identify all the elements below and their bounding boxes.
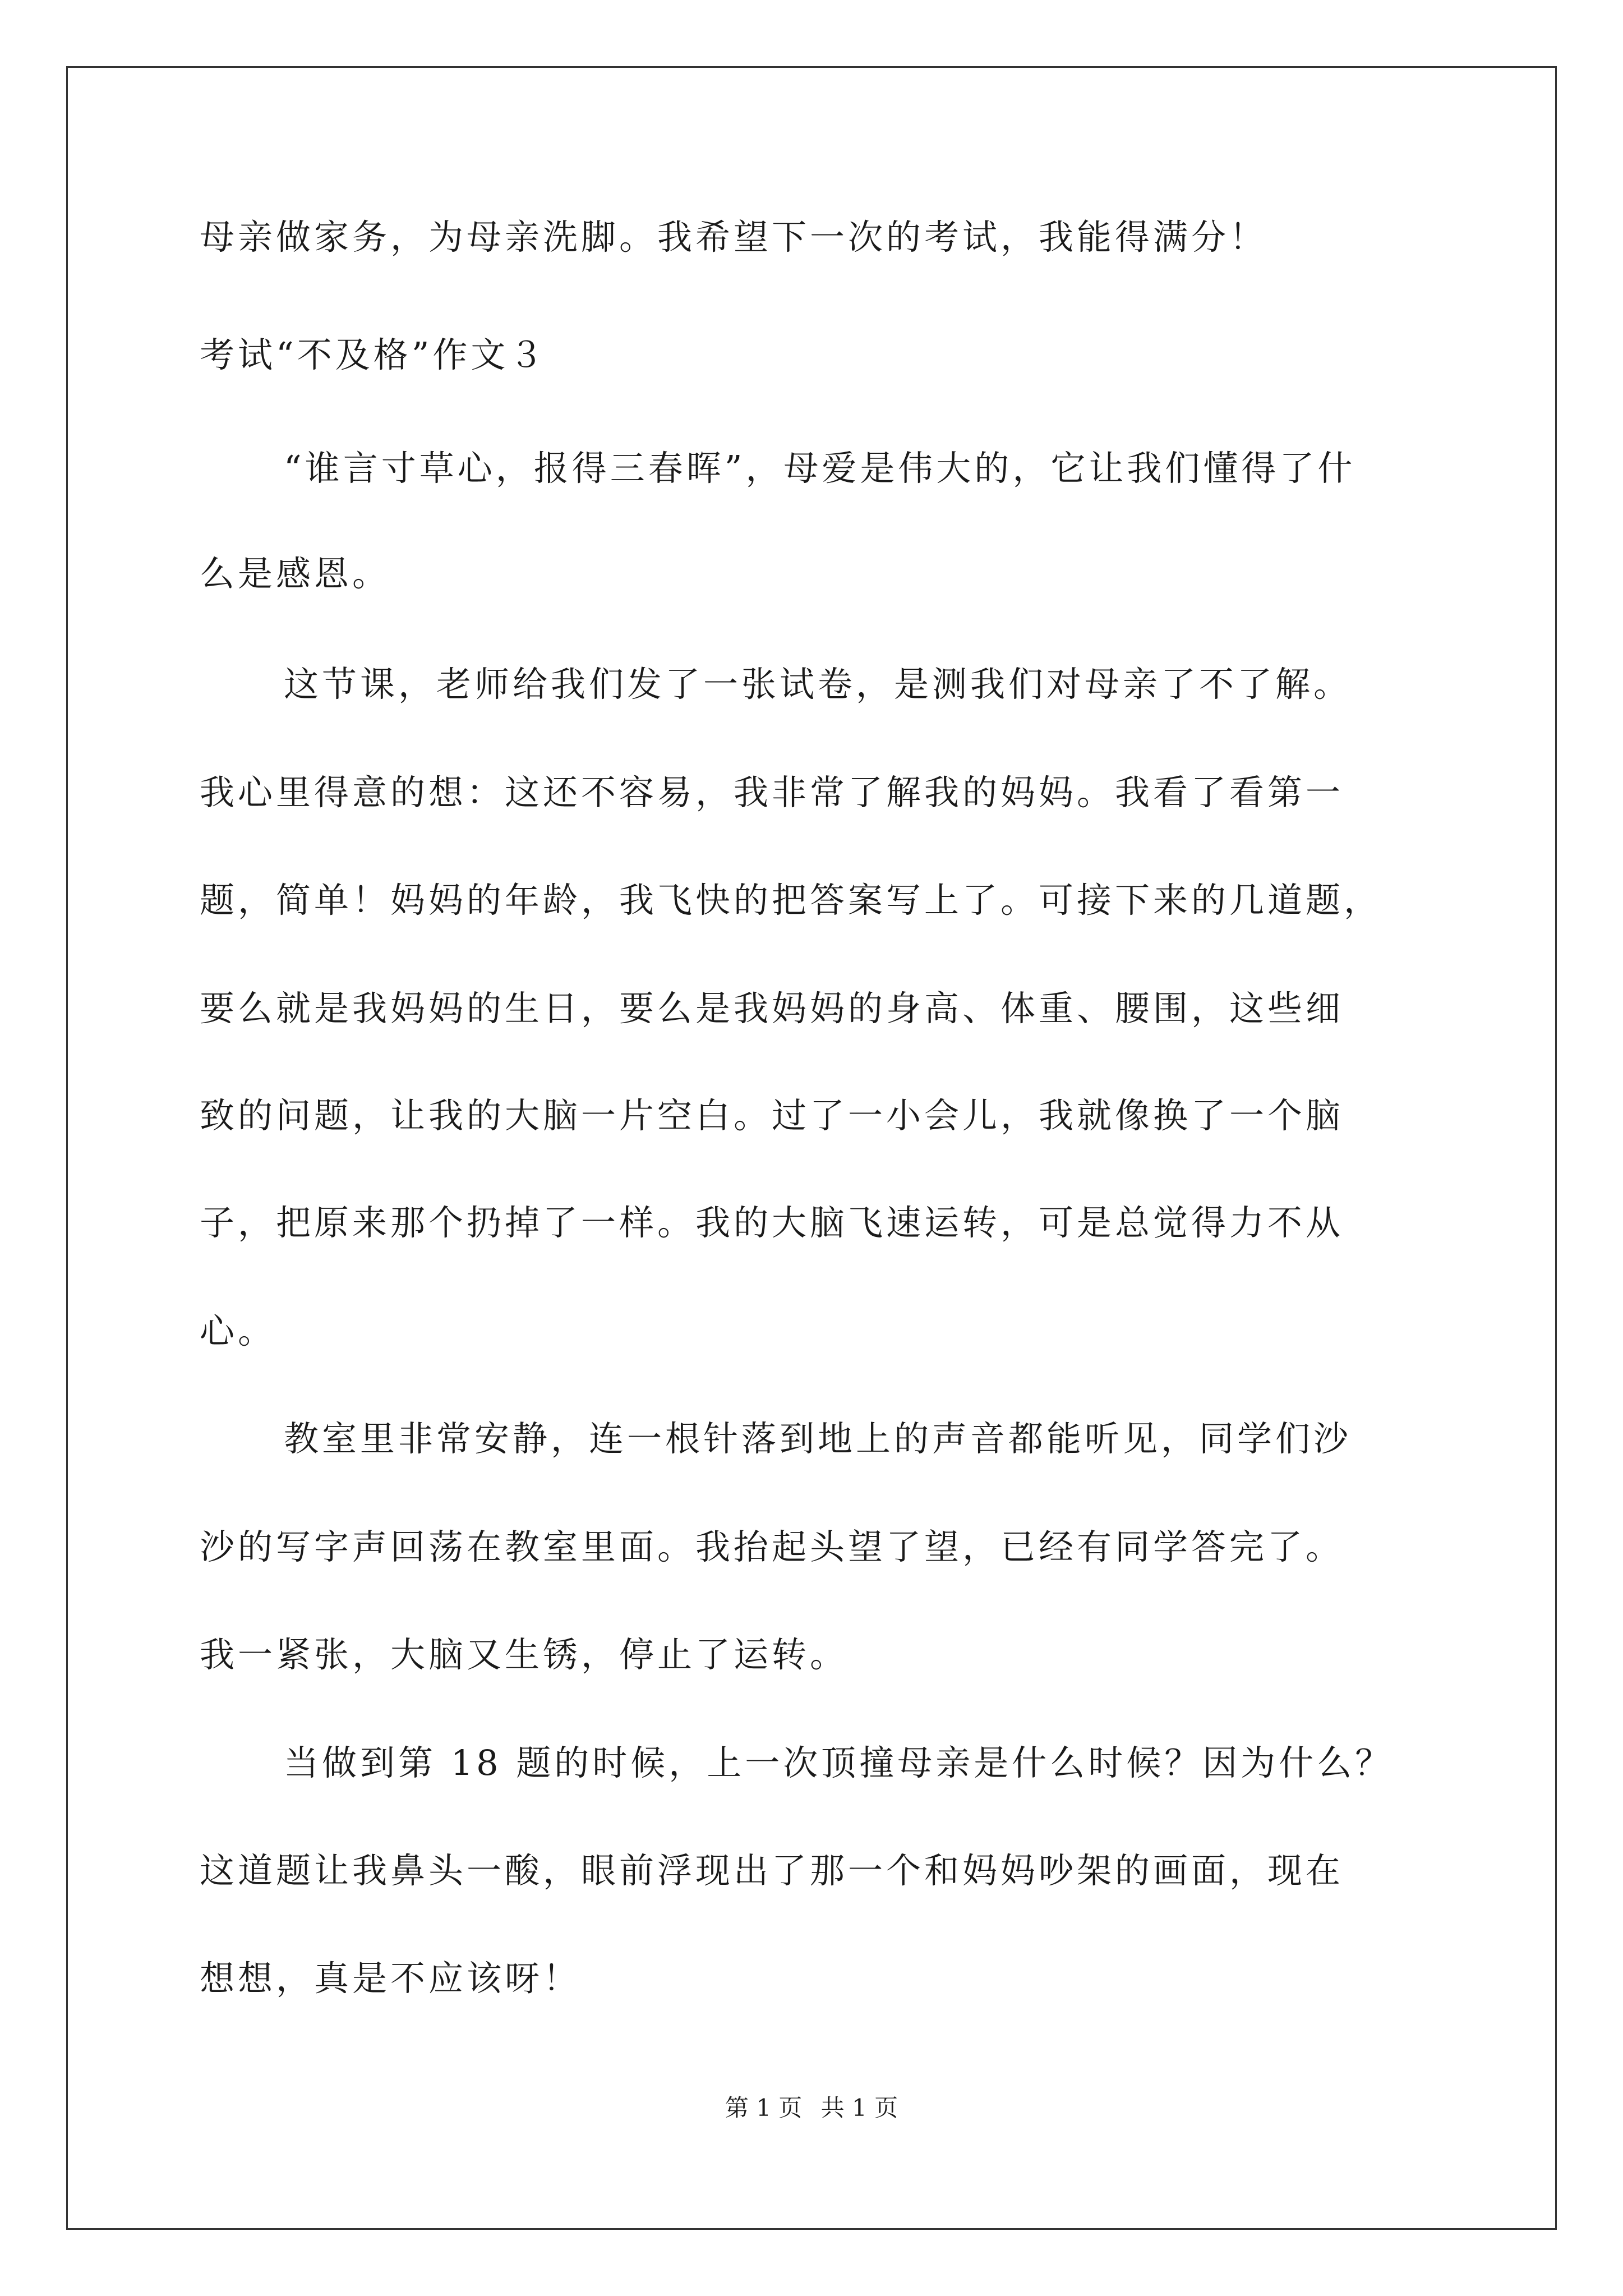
text-line: 教室里非常安静，连一根针落到地上的声音都能听见，同学们沙 bbox=[284, 1418, 1352, 1459]
text-line: 致的问题，让我的大脑一片空白。过了一小会儿，我就像换了一个脑 bbox=[200, 1095, 1344, 1136]
text-line: 要么就是我妈妈的生日，要么是我妈妈的身高、体重、腰围，这些细 bbox=[200, 988, 1344, 1029]
essay-title: 考试“不及格”作文３ bbox=[200, 334, 547, 375]
text-line: 么是感恩。 bbox=[200, 553, 391, 594]
text-line: “谁言寸草心，报得三春晖”，母爱是伟大的，它让我们懂得了什 bbox=[284, 448, 1356, 489]
page-total: 共 1 页 bbox=[820, 2094, 898, 2122]
text-line: 我一紧张，大脑又生锈，停止了运转。 bbox=[200, 1634, 849, 1675]
page-number: 第 1 页 bbox=[725, 2094, 803, 2122]
text-line: 这道题让我鼻头一酸，眼前浮现出了那一个和妈妈吵架的画面，现在 bbox=[200, 1850, 1344, 1891]
text-line: 母亲做家务，为母亲洗脚。我希望下一次的考试，我能得满分！ bbox=[200, 217, 1268, 257]
text-line: 沙的写字声回荡在教室里面。我抬起头望了望，已经有同学答完了。 bbox=[200, 1526, 1344, 1567]
text-line: 我心里得意的想：这还不容易，我非常了解我的妈妈。我看了看第一 bbox=[200, 772, 1344, 813]
text-line: 想想，真是不应该呀！ bbox=[200, 1958, 582, 1999]
page-border bbox=[66, 66, 1557, 2230]
text-line: 当做到第 18 题的时候，上一次顶撞母亲是什么时候？因为什么？ bbox=[284, 1742, 1394, 1783]
page-footer bbox=[0, 2091, 1623, 2125]
text-line: 这节课，老师给我们发了一张试卷，是测我们对母亲了不了解。 bbox=[284, 664, 1352, 705]
text-line: 子，把原来那个扔掉了一样。我的大脑飞速运转，可是总觉得力不从 bbox=[200, 1202, 1344, 1243]
text-line: 心。 bbox=[200, 1310, 276, 1351]
text-line: 题，简单！妈妈的年龄，我飞快的把答案写上了。可接下来的几道题， bbox=[200, 880, 1382, 921]
